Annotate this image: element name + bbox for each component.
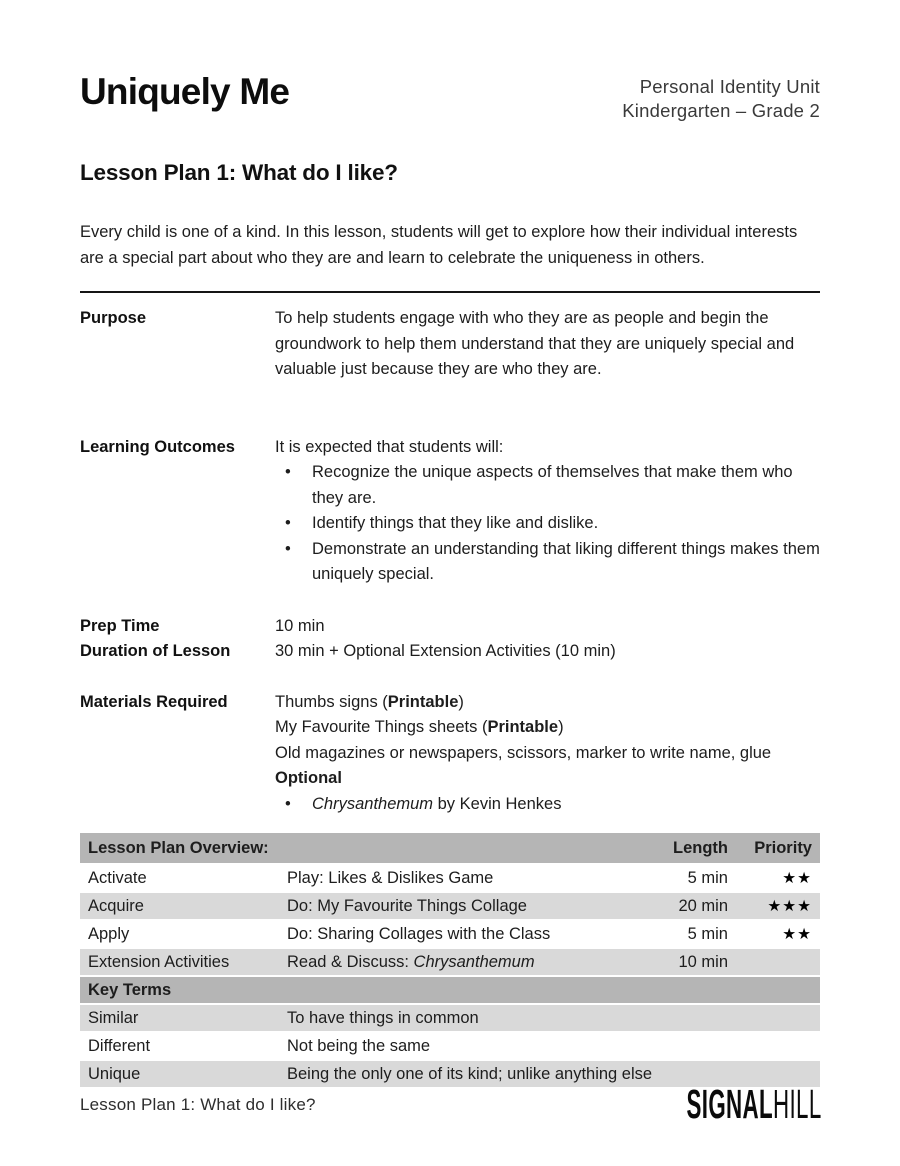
prep-time-value: 10 min — [275, 616, 325, 635]
duration-value: 30 min + Optional Extension Activities (10 min) — [275, 642, 616, 660]
unit-name: Personal Identity Unit — [639, 76, 820, 97]
material-text: by Kevin Henkes — [433, 794, 562, 813]
purpose-label: Purpose — [80, 309, 147, 327]
outcome-text: Identify things that they like and dislike. — [312, 514, 599, 532]
phase-cell: Acquire — [80, 892, 279, 920]
document-header — [80, 0, 820, 123]
bullet-icon: • — [285, 539, 291, 558]
phase-cell: Apply — [80, 920, 279, 948]
table-row — [80, 892, 820, 920]
material-text: ) — [558, 718, 564, 736]
term-cell: Similar — [80, 1004, 279, 1032]
material-text: Thumbs signs ( — [275, 692, 388, 711]
lesson-intro: Every child is one of a kind. In this lesson, students will get to explore how their individual interests are a special part about who they are and learn to celebrate the uniqueness in others. — [80, 223, 798, 267]
outcomes-list — [275, 460, 820, 588]
page-title: Uniquely Me — [80, 71, 290, 112]
list-item — [275, 460, 820, 511]
term-cell: Different — [80, 1032, 279, 1060]
length-cell: 20 min — [658, 892, 736, 920]
priority-stars: ★★★ — [767, 897, 812, 915]
section-divider — [80, 291, 820, 293]
key-terms-header-row — [80, 976, 820, 1004]
outcomes-row — [80, 435, 820, 588]
lesson-plan-overview-table — [80, 833, 820, 1089]
definition-cell: Not being the same — [279, 1032, 820, 1060]
material-text-bold: Printable — [387, 692, 459, 711]
table-row — [80, 1032, 820, 1060]
material-line — [275, 690, 820, 716]
list-item — [275, 537, 820, 588]
phase-cell: Extension Activities — [80, 948, 279, 976]
length-cell: 10 min — [658, 948, 736, 976]
purpose-row — [80, 306, 820, 383]
activity-cell: Do: My Favourite Things Collage — [279, 892, 658, 920]
grade-range: Kindergarten – Grade 2 — [622, 100, 820, 121]
logo-text-signal: SIGNAL — [686, 1081, 774, 1128]
footer-lesson-title: Lesson Plan 1: What do I like? — [80, 1095, 316, 1114]
materials-content — [275, 690, 820, 818]
lesson-heading: Lesson Plan 1: What do I like? — [80, 160, 398, 185]
table-row — [80, 920, 820, 948]
materials-row — [80, 690, 820, 818]
duration-row — [80, 639, 820, 665]
signal-hill-logo — [687, 1079, 822, 1132]
material-line — [275, 715, 820, 741]
length-column-header: Length — [658, 833, 736, 864]
outcomes-content — [275, 435, 820, 588]
unit-info — [622, 70, 820, 123]
overview-title: Lesson Plan Overview: — [80, 833, 658, 864]
outcome-text: Demonstrate an understanding that liking different things makes them uniquely special. — [312, 539, 820, 583]
length-cell: 5 min — [658, 864, 736, 892]
book-title: Chrysanthemum — [312, 794, 434, 813]
material-text: ) — [458, 692, 464, 711]
optional-materials-list — [275, 792, 820, 818]
phase-cell: Activate — [80, 864, 279, 892]
bullet-icon: • — [285, 794, 291, 813]
logo-text-hill: HILL — [773, 1081, 822, 1128]
list-item — [275, 792, 820, 818]
optional-material-text — [312, 792, 561, 818]
materials-label: Materials Required — [80, 692, 228, 711]
lesson-details — [80, 306, 820, 817]
material-text-bold: Printable — [487, 718, 559, 736]
definition-cell: To have things in common — [279, 1004, 820, 1032]
material-text-bold: Optional — [275, 769, 342, 787]
material-line — [275, 766, 820, 792]
material-text: My Favourite Things sheets ( — [275, 718, 488, 736]
material-line — [275, 741, 820, 767]
term-cell: Unique — [80, 1060, 279, 1088]
table-row — [80, 1004, 820, 1032]
priority-column-header: Priority — [736, 833, 820, 864]
priority-stars: ★★ — [782, 869, 812, 887]
duration-label: Duration of Lesson — [80, 642, 231, 660]
activity-text: Read & Discuss: — [287, 952, 414, 971]
prep-time-label: Prep Time — [80, 616, 160, 635]
overview-header-row — [80, 833, 820, 864]
definition-cell: Being the only one of its kind; unlike anything else — [279, 1060, 820, 1088]
purpose-text: To help students engage with who they are as people and begin the groundwork to help them understand that they are uniquely special and valuable just because they are who they are. — [275, 309, 795, 378]
activity-cell — [279, 948, 658, 976]
activity-cell: Do: Sharing Collages with the Class — [279, 920, 658, 948]
key-terms-header: Key Terms — [80, 976, 820, 1004]
prep-time-row — [80, 614, 820, 640]
table-row — [80, 948, 820, 976]
list-item — [275, 511, 820, 537]
length-cell: 5 min — [658, 920, 736, 948]
outcome-text: Recognize the unique aspects of themselves that make them who they are. — [312, 463, 793, 507]
material-text: Old magazines or newspapers, scissors, marker to write name, glue — [275, 743, 772, 762]
priority-stars: ★★ — [782, 925, 812, 943]
page-footer — [80, 1082, 822, 1128]
table-row — [80, 864, 820, 892]
book-title: Chrysanthemum — [413, 952, 535, 971]
bullet-icon: • — [285, 514, 291, 532]
outcomes-intro: It is expected that students will: — [275, 437, 504, 456]
outcomes-label: Learning Outcomes — [80, 437, 235, 456]
bullet-icon: • — [285, 463, 291, 481]
activity-cell: Play: Likes & Dislikes Game — [279, 864, 658, 892]
